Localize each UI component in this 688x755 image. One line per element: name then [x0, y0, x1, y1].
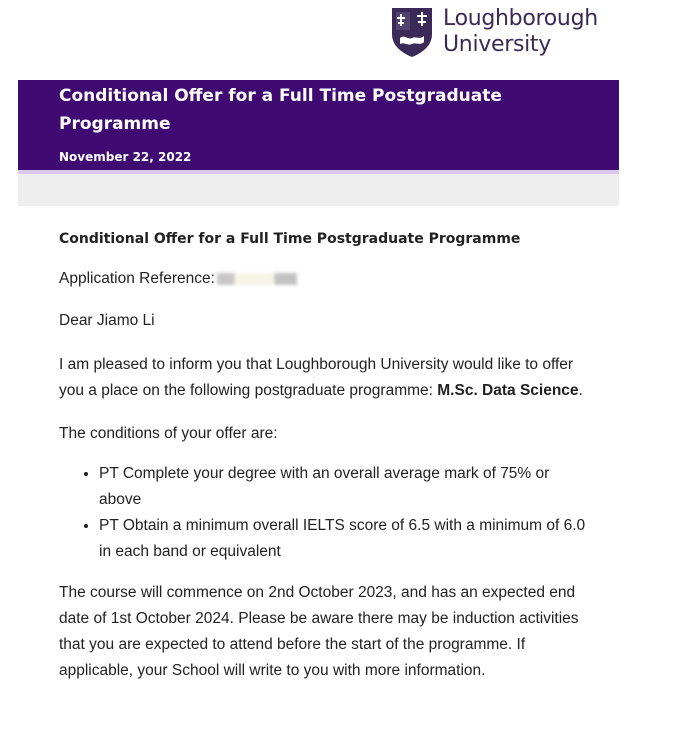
- banner-date: November 22, 2022: [59, 150, 192, 164]
- course-info-paragraph: The course will commence on 2nd October 2023, and has an expected end date of 1st October 2024. Please be aware there may be induction activities that you are expected to attend before the start of the programme. If applicable, your School will write to you with more information.: [59, 584, 579, 679]
- logo-line-2: University: [443, 32, 551, 57]
- redacted-reference: [217, 273, 297, 285]
- conditions-intro: The conditions of your offer are:: [59, 425, 278, 442]
- intro-paragraph: [59, 352, 589, 404]
- conditions-list: [59, 461, 589, 565]
- intro-end: .: [578, 382, 583, 399]
- logo-wordmark: [443, 6, 598, 58]
- letter-body: [59, 226, 589, 684]
- application-reference: [59, 266, 589, 292]
- crest-icon: [390, 6, 434, 58]
- condition-item: • PT Complete your degree with an overall average mark of 75% or above: [99, 461, 589, 513]
- programme-name: M.Sc. Data Science: [437, 382, 579, 399]
- banner-divider: [18, 174, 619, 206]
- greeting: Dear Jiamo Li: [59, 312, 155, 329]
- header-banner: [18, 80, 619, 174]
- logo-line-1: Loughborough: [443, 6, 598, 31]
- letter-subject: Conditional Offer for a Full Time Postgraduate Programme: [59, 231, 521, 247]
- reference-label: Application Reference:: [59, 270, 215, 287]
- university-logo: [390, 6, 598, 58]
- condition-item: • PT Obtain a minimum overall IELTS score of 6.5 with a minimum of 6.0 in each band or equivalent: [99, 513, 589, 565]
- intro-text: I am pleased to inform you that Loughborough University would like to offer you a place on the following postgraduate programme:: [59, 356, 574, 399]
- banner-title: Conditional Offer for a Full Time Postgraduate Programme: [59, 86, 502, 134]
